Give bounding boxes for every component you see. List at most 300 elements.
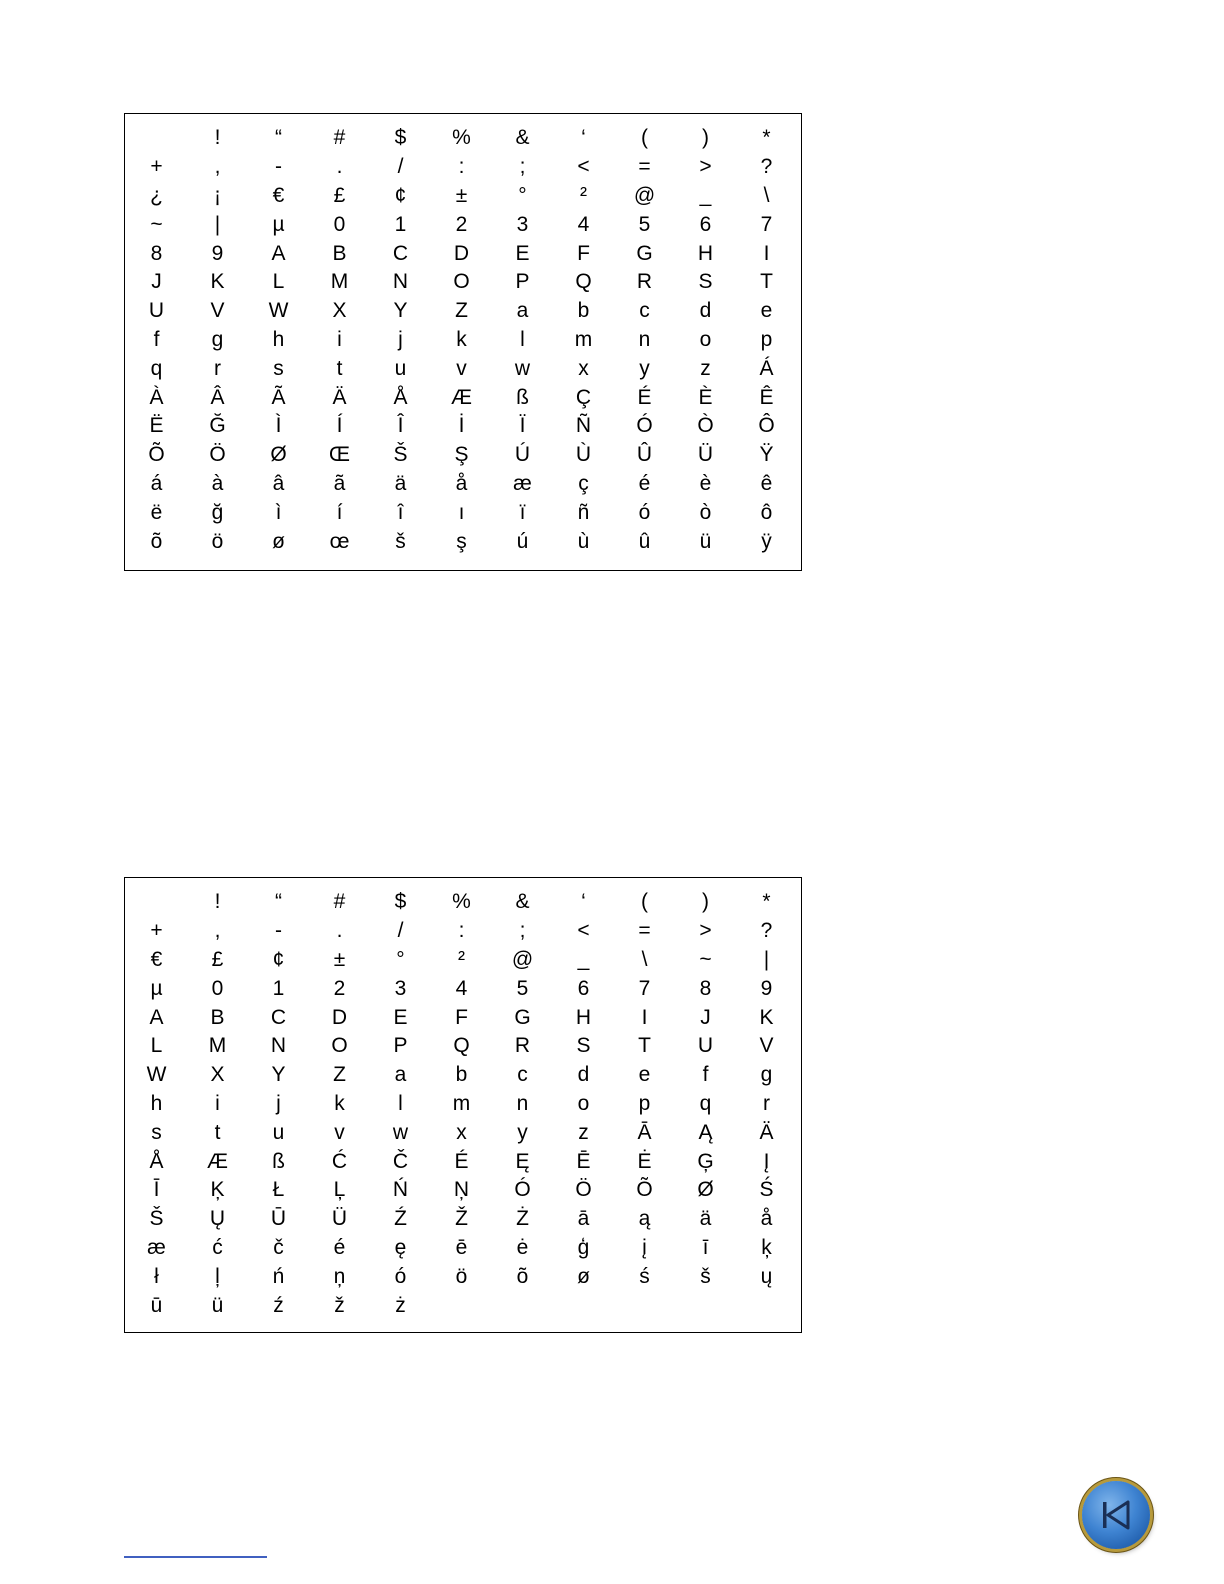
char-cell: ê <box>760 471 773 495</box>
char-cell: & <box>515 890 530 914</box>
char-cell: 3 <box>516 212 529 236</box>
char-row <box>126 182 801 211</box>
char-cell: y <box>639 356 650 380</box>
char-cell: Ç <box>575 385 592 409</box>
char-cell: à <box>211 471 224 495</box>
char-cell: O <box>331 1034 348 1058</box>
character-table-1 <box>124 113 802 571</box>
char-cell: i <box>215 1091 220 1115</box>
char-cell: c <box>639 299 650 323</box>
char-cell: 4 <box>455 976 468 1000</box>
char-cell: _ <box>699 183 712 207</box>
char-cell: Ż <box>516 1207 529 1231</box>
char-cell: Y <box>393 299 408 323</box>
char-cell: z <box>578 1120 589 1144</box>
char-cell: d <box>699 299 712 323</box>
char-row <box>126 527 801 556</box>
char-cell: @ <box>511 947 534 971</box>
char-cell: . <box>336 919 343 943</box>
char-cell: € <box>150 947 163 971</box>
char-cell: ļ <box>215 1264 220 1288</box>
char-row <box>126 412 801 441</box>
char-cell: Ó <box>636 414 653 438</box>
char-cell: ł <box>154 1264 159 1288</box>
char-cell: W <box>146 1063 167 1087</box>
char-cell: é <box>333 1235 346 1259</box>
previous-page-button[interactable] <box>1082 1481 1150 1549</box>
char-cell: Ï <box>519 414 526 438</box>
char-cell: K <box>210 270 225 294</box>
char-cell: 9 <box>211 241 224 265</box>
char-cell: u <box>394 356 407 380</box>
char-cell: æ <box>147 1235 166 1259</box>
char-cell: Ķ <box>210 1178 225 1202</box>
char-row <box>126 1262 801 1291</box>
char-cell: A <box>271 241 286 265</box>
char-cell: U <box>148 299 165 323</box>
char-cell: Š <box>393 443 408 467</box>
char-cell: Ô <box>758 414 775 438</box>
char-row <box>126 1032 801 1061</box>
char-cell: K <box>759 1005 774 1029</box>
char-cell: > <box>699 155 712 179</box>
char-cell: v <box>334 1120 345 1144</box>
char-cell: b <box>455 1063 468 1087</box>
char-cell: 3 <box>394 976 407 1000</box>
char-cell: Ğ <box>209 414 226 438</box>
char-cell: y <box>517 1120 528 1144</box>
char-cell: h <box>272 327 285 351</box>
char-cell: Ė <box>637 1149 652 1173</box>
char-cell: G <box>636 241 653 265</box>
char-cell: Ñ <box>575 414 592 438</box>
char-row <box>126 1205 801 1234</box>
char-cell: W <box>268 299 289 323</box>
char-cell: 1 <box>272 976 285 1000</box>
char-cell: 2 <box>333 976 346 1000</box>
char-cell: Œ <box>329 443 350 467</box>
char-cell: “ <box>275 126 282 150</box>
char-row <box>126 1234 801 1263</box>
char-cell: Į <box>763 1149 770 1173</box>
char-cell: , <box>214 155 221 179</box>
char-cell: N <box>392 270 409 294</box>
char-cell: ß <box>272 1149 285 1173</box>
char-row <box>126 239 801 268</box>
char-cell: S <box>576 1034 591 1058</box>
char-cell: T <box>760 270 773 294</box>
char-row <box>126 124 801 153</box>
char-cell: Ø <box>270 443 287 467</box>
char-cell: Ã <box>271 385 286 409</box>
character-table-2 <box>124 877 802 1333</box>
char-cell: L <box>272 270 285 294</box>
char-cell: H <box>697 241 714 265</box>
char-cell: A <box>149 1005 164 1029</box>
char-cell: # <box>333 890 346 914</box>
char-cell: Ù <box>575 443 592 467</box>
char-cell: D <box>453 241 470 265</box>
char-cell: Ü <box>697 443 714 467</box>
char-cell: Ļ <box>333 1178 346 1202</box>
char-cell: ¿ <box>150 183 163 207</box>
char-cell: Õ <box>148 443 165 467</box>
char-cell: L <box>150 1034 163 1058</box>
char-cell: 4 <box>577 212 590 236</box>
char-cell: F <box>455 1005 468 1029</box>
char-cell: $ <box>394 126 407 150</box>
char-cell: X <box>210 1063 225 1087</box>
char-cell: w <box>392 1120 409 1144</box>
char-cell: Ž <box>455 1207 468 1231</box>
skip-to-start-icon <box>1096 1495 1136 1535</box>
char-cell: ä <box>394 471 407 495</box>
char-cell: Š <box>149 1207 164 1231</box>
char-cell: û <box>638 529 651 553</box>
char-cell: % <box>452 890 471 914</box>
char-cell: µ <box>150 976 163 1000</box>
char-cell <box>126 124 187 152</box>
char-cell: ø <box>577 1264 590 1288</box>
char-cell: X <box>332 299 347 323</box>
char-cell: h <box>150 1091 163 1115</box>
char-cell: N <box>270 1034 287 1058</box>
char-cell: Ş <box>454 443 469 467</box>
char-cell: ° <box>518 183 527 207</box>
char-cell: 1 <box>394 212 407 236</box>
char-cell: z <box>700 356 711 380</box>
char-cell: £ <box>333 183 346 207</box>
char-cell: ģ <box>577 1235 590 1259</box>
char-cell: c <box>517 1063 528 1087</box>
char-cell: ē <box>455 1235 468 1259</box>
char-cell: + <box>150 155 163 179</box>
char-cell: ú <box>516 529 529 553</box>
char-cell: R <box>636 270 653 294</box>
char-cell: œ <box>329 529 350 553</box>
char-row <box>126 1176 801 1205</box>
char-cell: o <box>699 327 712 351</box>
char-cell: V <box>759 1034 774 1058</box>
char-cell: ş <box>456 529 467 553</box>
char-cell: ø <box>272 529 285 553</box>
char-cell: ķ <box>761 1235 772 1259</box>
char-cell: B <box>210 1005 225 1029</box>
char-cell: å <box>455 471 468 495</box>
char-cell: ‘ <box>581 126 586 150</box>
char-cell: < <box>577 155 590 179</box>
char-cell: Æ <box>451 385 472 409</box>
char-cell: ę <box>394 1235 407 1259</box>
char-cell: ! <box>214 126 221 150</box>
char-cell: ä <box>699 1207 712 1231</box>
char-row <box>126 383 801 412</box>
char-cell: İ <box>458 414 465 438</box>
char-cell: ö <box>455 1264 468 1288</box>
char-cell: s <box>151 1120 162 1144</box>
char-cell: * <box>762 126 771 150</box>
char-cell: Ú <box>514 443 531 467</box>
char-cell: £ <box>211 947 224 971</box>
char-cell: $ <box>394 890 407 914</box>
char-cell: ğ <box>211 500 224 524</box>
char-cell: ą <box>638 1207 651 1231</box>
char-cell: E <box>515 241 530 265</box>
char-cell: j <box>398 327 403 351</box>
char-cell: @ <box>633 183 656 207</box>
char-cell: Ê <box>759 385 774 409</box>
char-cell: x <box>456 1120 467 1144</box>
char-cell: r <box>214 356 221 380</box>
char-cell: Ÿ <box>759 443 774 467</box>
char-cell: q <box>150 356 163 380</box>
char-cell: w <box>514 356 531 380</box>
char-cell: 0 <box>211 976 224 1000</box>
char-cell: ö <box>211 529 224 553</box>
char-cell: Í <box>336 414 343 438</box>
char-cell: Ì <box>275 414 282 438</box>
char-cell <box>126 888 187 916</box>
char-cell: Z <box>455 299 468 323</box>
char-cell: r <box>763 1091 770 1115</box>
char-cell: È <box>698 385 713 409</box>
char-row <box>126 326 801 355</box>
char-cell: € <box>272 183 285 207</box>
char-cell: ) <box>702 890 709 914</box>
char-cell: C <box>270 1005 287 1029</box>
char-cell: R <box>514 1034 531 1058</box>
char-cell: í <box>336 500 343 524</box>
char-cell: e <box>760 299 773 323</box>
char-cell: % <box>452 126 471 150</box>
char-cell: ² <box>580 183 587 207</box>
char-row <box>126 470 801 499</box>
footer-link-underline <box>124 1556 267 1558</box>
char-cell: f <box>153 327 160 351</box>
char-cell: 6 <box>577 976 590 1000</box>
char-cell: > <box>699 919 712 943</box>
char-cell: * <box>762 890 771 914</box>
char-cell: Ó <box>514 1178 531 1202</box>
char-cell: ã <box>333 471 346 495</box>
char-cell: 0 <box>333 212 346 236</box>
char-cell: Ų <box>209 1207 226 1231</box>
char-cell: Y <box>271 1063 286 1087</box>
char-cell: E <box>393 1005 408 1029</box>
char-cell: Ń <box>392 1178 409 1202</box>
char-cell: ÿ <box>761 529 772 553</box>
char-cell: U <box>697 1034 714 1058</box>
char-cell: g <box>760 1063 773 1087</box>
char-cell: Æ <box>207 1149 228 1173</box>
char-cell: ? <box>760 919 773 943</box>
char-cell: š <box>395 529 406 553</box>
char-cell: ś <box>639 1264 650 1288</box>
char-cell: ñ <box>577 500 590 524</box>
char-cell: . <box>336 155 343 179</box>
char-cell: n <box>516 1091 529 1115</box>
char-cell: Q <box>575 270 592 294</box>
char-cell: e <box>638 1063 651 1087</box>
char-cell: ‘ <box>581 890 586 914</box>
char-cell: 5 <box>638 212 651 236</box>
char-cell: ü <box>211 1293 224 1317</box>
char-cell: ż <box>395 1293 406 1317</box>
char-cell: Č <box>392 1149 409 1173</box>
char-row <box>126 297 801 326</box>
char-cell: Ä <box>332 385 347 409</box>
char-cell: è <box>699 471 712 495</box>
char-cell: k <box>334 1091 345 1115</box>
char-cell: é <box>638 471 651 495</box>
char-cell: a <box>394 1063 407 1087</box>
char-cell: | <box>763 947 770 971</box>
char-cell: ā <box>577 1207 590 1231</box>
char-cell: _ <box>577 947 590 971</box>
char-cell: ¢ <box>394 183 407 207</box>
char-cell: Ī <box>153 1178 160 1202</box>
char-cell: k <box>456 327 467 351</box>
char-row <box>126 1118 801 1147</box>
char-row <box>126 1147 801 1176</box>
char-row <box>126 888 801 917</box>
char-cell: Ę <box>515 1149 530 1173</box>
char-row <box>126 1003 801 1032</box>
char-cell: l <box>520 327 525 351</box>
char-cell: Ü <box>331 1207 348 1231</box>
char-cell: ó <box>394 1264 407 1288</box>
char-cell: 9 <box>760 976 773 1000</box>
char-cell: G <box>514 1005 531 1029</box>
char-cell: t <box>214 1120 221 1144</box>
char-cell: J <box>151 270 162 294</box>
char-cell: Ģ <box>697 1149 714 1173</box>
char-cell: \ <box>763 183 770 207</box>
char-cell: Ē <box>576 1149 591 1173</box>
char-cell: õ <box>150 529 163 553</box>
char-cell: Õ <box>636 1178 653 1202</box>
char-row <box>126 210 801 239</box>
char-cell: m <box>452 1091 471 1115</box>
char-cell: = <box>638 919 651 943</box>
char-row <box>126 1291 801 1320</box>
char-cell: n <box>638 327 651 351</box>
char-cell: Ź <box>394 1207 407 1231</box>
char-cell: À <box>149 385 164 409</box>
char-cell: t <box>336 356 343 380</box>
char-cell: š <box>700 1264 711 1288</box>
char-cell: â <box>272 471 285 495</box>
char-cell: ì <box>275 500 282 524</box>
char-cell: C <box>392 241 409 265</box>
char-cell: ź <box>273 1293 284 1317</box>
char-cell: 7 <box>760 212 773 236</box>
char-cell: + <box>150 919 163 943</box>
char-cell: į <box>642 1235 647 1259</box>
char-cell: - <box>275 919 282 943</box>
char-cell: ) <box>702 126 709 150</box>
char-cell: µ <box>272 212 285 236</box>
char-cell: ó <box>638 500 651 524</box>
char-cell: B <box>332 241 347 265</box>
char-cell: o <box>577 1091 590 1115</box>
char-cell: É <box>637 385 652 409</box>
char-cell: D <box>331 1005 348 1029</box>
char-row <box>126 974 801 1003</box>
char-cell: q <box>699 1091 712 1115</box>
char-cell: á <box>150 471 163 495</box>
char-cell: ć <box>212 1235 223 1259</box>
char-cell: S <box>698 270 713 294</box>
char-cell: Á <box>759 356 774 380</box>
char-cell: ( <box>641 126 648 150</box>
char-cell: æ <box>513 471 532 495</box>
char-cell: m <box>574 327 593 351</box>
char-cell: & <box>515 126 530 150</box>
char-cell: 6 <box>699 212 712 236</box>
char-cell: ? <box>760 155 773 179</box>
char-cell: V <box>210 299 225 323</box>
char-cell: a <box>516 299 529 323</box>
char-cell: ; <box>519 919 526 943</box>
char-cell: Å <box>149 1149 164 1173</box>
char-cell: ; <box>519 155 526 179</box>
char-cell: Ò <box>697 414 714 438</box>
char-cell: ı <box>458 500 465 524</box>
char-cell: Ā <box>637 1120 652 1144</box>
char-cell: 5 <box>516 976 529 1000</box>
char-cell: Ą <box>698 1120 713 1144</box>
char-cell: ë <box>150 500 163 524</box>
char-cell: M <box>208 1034 227 1058</box>
char-cell: 2 <box>455 212 468 236</box>
char-cell: ± <box>455 183 468 207</box>
char-cell: P <box>393 1034 408 1058</box>
char-cell: p <box>760 327 773 351</box>
char-cell: “ <box>275 890 282 914</box>
char-cell: ï <box>519 500 526 524</box>
char-row <box>126 1090 801 1119</box>
char-cell: i <box>337 327 342 351</box>
char-cell: ~ <box>699 947 712 971</box>
char-cell: 8 <box>150 241 163 265</box>
char-cell: M <box>330 270 349 294</box>
char-row <box>126 917 801 946</box>
char-row <box>126 441 801 470</box>
char-cell: I <box>641 1005 648 1029</box>
char-cell: Ë <box>149 414 164 438</box>
char-cell: ! <box>214 890 221 914</box>
char-row <box>126 153 801 182</box>
char-cell: f <box>702 1063 709 1087</box>
char-cell: b <box>577 299 590 323</box>
char-cell: ò <box>699 500 712 524</box>
char-cell: H <box>575 1005 592 1029</box>
char-row <box>126 498 801 527</box>
char-row <box>126 268 801 297</box>
char-cell: = <box>638 155 651 179</box>
char-cell: ¢ <box>272 947 285 971</box>
char-cell: ī <box>702 1235 709 1259</box>
char-cell: Ö <box>209 443 226 467</box>
char-cell: Ņ <box>453 1178 470 1202</box>
char-cell: x <box>578 356 589 380</box>
char-cell: : <box>458 155 465 179</box>
char-cell: Î <box>397 414 404 438</box>
char-cell: ç <box>578 471 589 495</box>
char-cell: ü <box>699 529 712 553</box>
char-cell: / <box>397 919 404 943</box>
